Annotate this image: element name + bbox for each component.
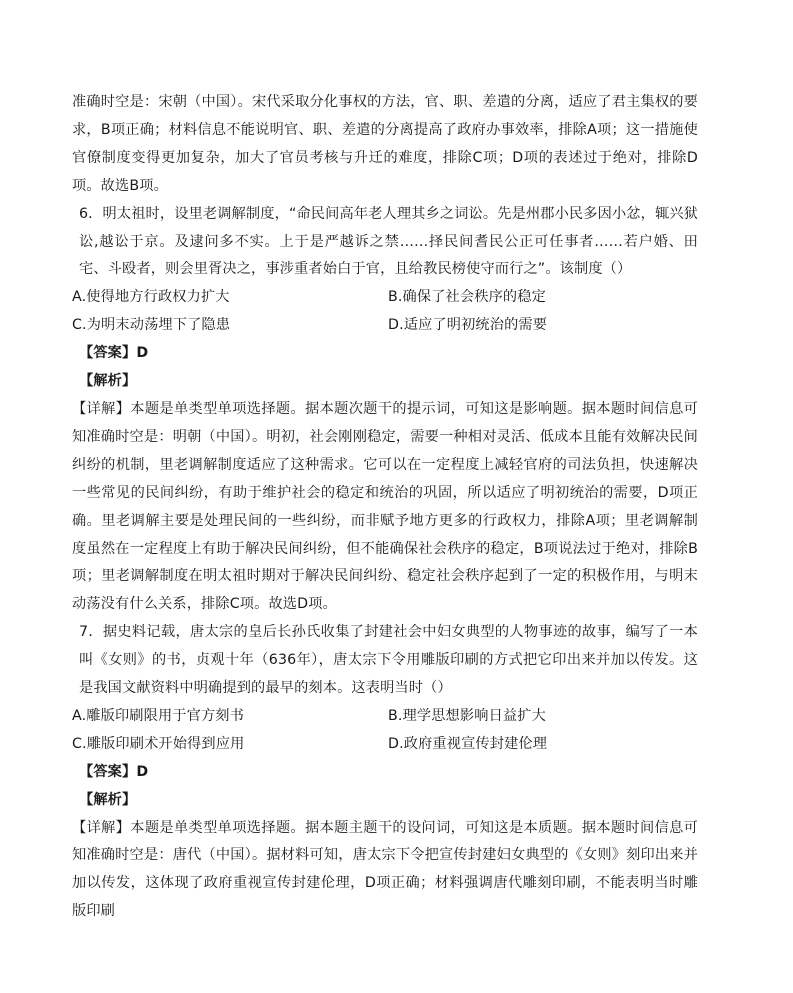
answer-label: 【答案】 — [79, 345, 137, 362]
question-6-option-d: D.适应了明初统治的需要 — [388, 317, 548, 334]
question-7-stem: 7．据史料记载，唐太宗的皇后长孙氏收集了封建社会中妇女典型的人物事迹的故事，编写了一本叫《女则》的书，贞观十年（636年），唐太宗下令用雕版印刷的方式把它印出来并加以传发。这是我国文献资料中明确提到的最早的刻本。这表明当时（） — [79, 624, 698, 697]
intro-paragraph: 准确时空是：宋朝（中国）。宋代采取分化事权的方法，官、职、差遣的分离，适应了君主集权的要求，B项正确；材料信息不能说明官、职、差遣的分离提高了政府办事效率，排除A项；这一措施使官僚制度变得更加复杂，加大了官员考核与升迁的难度，排除C项；D项的表述过于绝对，排除D项。故选B项。 — [72, 94, 698, 194]
question-6-detail: 【详解】本题是单类型单项选择题。据本题次题干的提示词，可知这是影响题。据本题时间信息可知准确时空是：明朝（中国）。明初，社会刚刚稳定，需要一种相对灵活、低成本且能有效解决民间纠纷的机制，里老调解制度适应了这种需求。它可以在一定程度上减轻官府的司法负担，快速解决一些常见的民间纠纷，有助于维护社会的稳定和统治的巩固，所以适应了明初统治的需要，D项正确。里老调解主要是处理民间的一些纠纷，而非赋予地方更多的行政权力，排除A项；里老调解制度虽然在一定程度上有助于解决民间纠纷，但不能确保社会秩序的稳定，B项说法过于绝对，排除B项；里老调解制度在明太祖时期对于解决民间纠纷、稳定社会秩序起到了一定的积极作用，与明末动荡没有什么关系，排除C项。故选D项。 — [72, 400, 698, 613]
question-7-option-c: C.雕版印刷术开始得到应用 — [72, 735, 245, 752]
document-body — [72, 89, 698, 926]
question-7-answer — [72, 759, 698, 787]
question-7-options — [72, 703, 698, 759]
question-7-analysis-label: 【解析】 — [79, 791, 137, 808]
answer-label: 【答案】 — [79, 763, 137, 780]
answer-value: D — [136, 345, 149, 362]
question-6-analysis-label: 【解析】 — [79, 373, 137, 390]
question-7-option-a: A.雕版印刷限用于官方刻书 — [72, 707, 244, 724]
question-6-option-c: C.为明末动荡埋下了隐患 — [72, 317, 231, 334]
question-6-option-a: A.使得地方行政权力扩大 — [72, 289, 230, 306]
question-6-stem: 6．明太祖时，设里老调解制度，“命民间高年老人理其乡之词讼。先是州郡小民多因小忿，辄兴狱讼,越讼于京。及逮问多不实。上于是严越诉之禁……择民间耆民公正可任事者……若户婚、田宅、斗殴者，则会里胥决之，事涉重者始白于官，且给教民榜使守而行之”。该制度（） — [79, 205, 698, 278]
question-6-option-b: B.确保了社会秩序的稳定 — [388, 289, 546, 306]
question-6-options — [72, 284, 698, 340]
question-7-option-b: B.理学思想影响日益扩大 — [388, 707, 546, 724]
answer-value: D — [136, 763, 149, 780]
question-7-option-d: D.政府重视宣传封建伦理 — [388, 735, 548, 752]
question-7-detail: 【详解】本题是单类型单项选择题。据本题主题干的设问词，可知这是本质题。据本题时间信息可知准确时空是：唐代（中国）。据材料可知，唐太宗下令把宣传封建妇女典型的《女则》刻印出来并加以传发，这体现了政府重视宣传封建伦理，D项正确；材料强调唐代雕刻印刷，不能表明当时雕版印刷 — [72, 819, 698, 920]
question-6-answer — [72, 340, 698, 368]
